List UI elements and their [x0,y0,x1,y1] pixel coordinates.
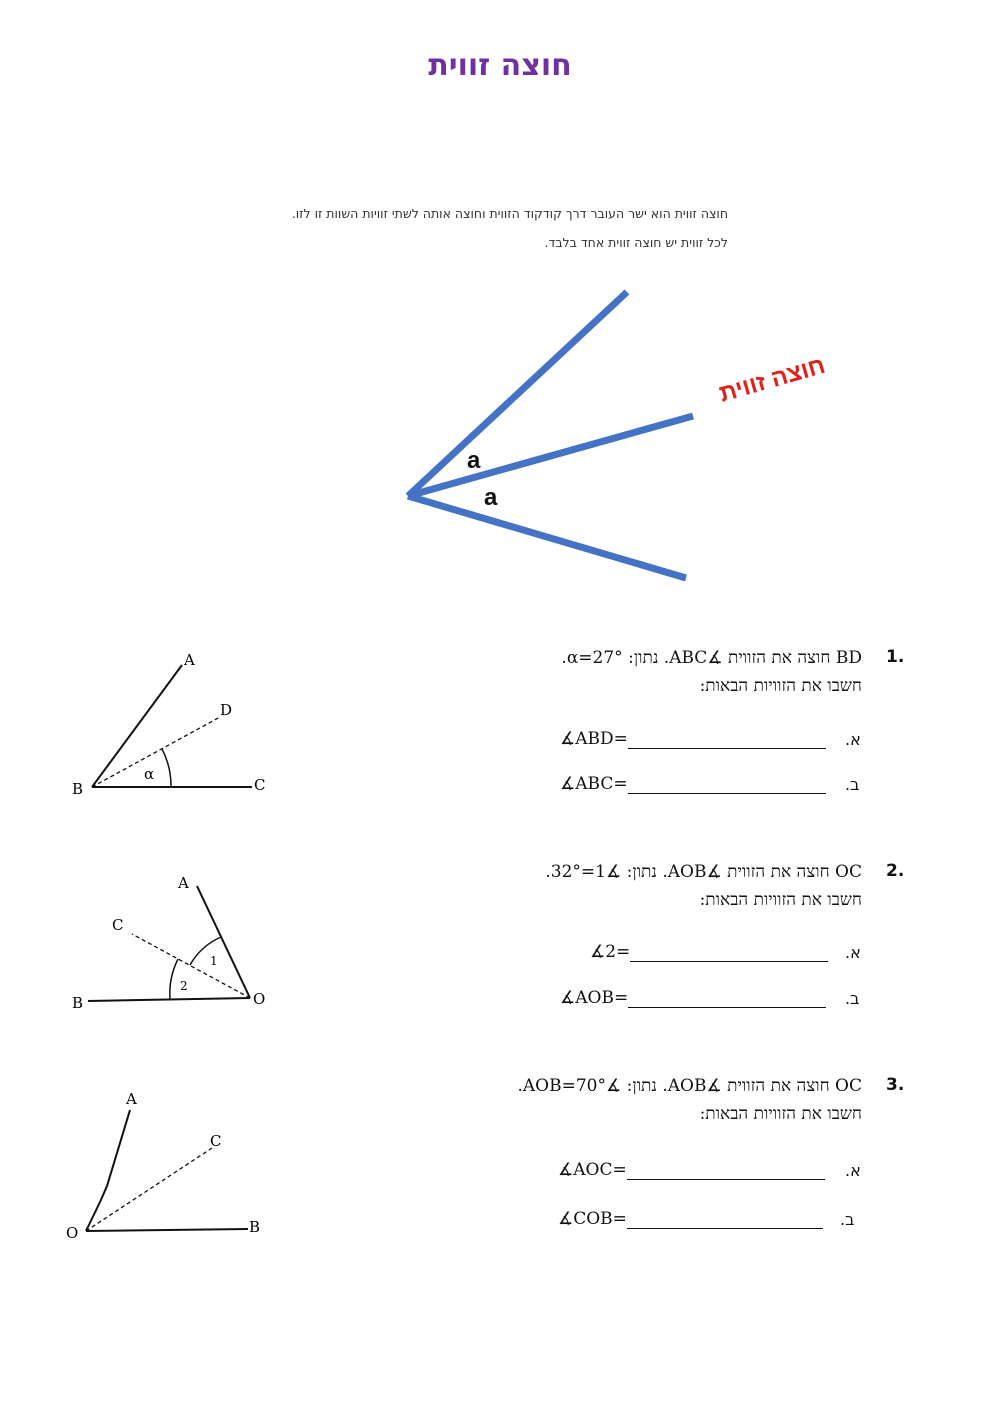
label-A: A [178,874,189,892]
answer-letter: ב. [845,989,860,1008]
angle-label-top: a [467,447,481,474]
answer-expression: ∡2= [590,942,631,962]
page-title: חוצה זווית [428,48,572,83]
question-2-instruction: חשבו את הזוויות הבאות: [699,890,862,910]
question-2-figure [60,862,280,1022]
question-1-answer-a [560,729,826,749]
question-2-statement: OC חוצה את הזווית ∡AOB. נתון: ∡1=32°. [545,862,862,882]
question-3-statement: OC חוצה את הזווית ∡AOB. נתון: ∡AOB=70°. [517,1076,862,1096]
ray-OA [197,886,250,998]
ray-OC [132,934,250,998]
label-C: C [254,776,266,794]
label-A: A [126,1090,137,1108]
answer-expression: ∡ABC= [560,774,628,794]
label-angle-1: 1 [210,954,218,968]
label-O: O [66,1224,79,1242]
intro-definition: חוצה זווית הוא ישר העובר דרך קודקוד הזווית וחוצה אותה לשתי זוויות השוות זו לזו. [291,206,728,221]
question-1-instruction: חשבו את הזוויות הבאות: [699,676,862,696]
question-1-answer-b [560,774,826,794]
label-A: A [184,651,195,669]
question-3-number: 3. [886,1075,905,1095]
ray-OA [86,1110,130,1231]
ray-OB [86,1229,248,1231]
question-1-number: 1. [886,647,905,667]
answer-letter: א. [845,730,861,749]
answer-expression: ∡AOC= [558,1160,627,1180]
ray-BD [92,717,220,787]
question-3-figure [60,1080,280,1250]
answer-expression: ∡ABD= [560,729,628,749]
label-O: O [253,990,266,1008]
intro-uniqueness: לכל זווית יש חוצה זווית אחד בלבד. [544,235,728,250]
label-alpha: α [144,765,155,783]
answer-expression: ∡COB= [558,1209,627,1229]
angle-label-bottom: a [484,484,498,511]
answer-blank[interactable] [628,777,826,794]
label-B: B [72,780,84,798]
lower-ray [408,496,686,578]
answer-letter: א. [845,943,861,962]
label-D: D [220,701,233,719]
question-3-answer-a [558,1160,825,1180]
angle-arc-2 [170,959,178,999]
question-3-instruction: חשבו את הזוויות הבאות: [699,1104,862,1124]
label-angle-2: 2 [180,979,188,993]
label-B: B [249,1218,261,1236]
answer-letter: ב. [840,1210,855,1229]
bisector-label: חוצה זווית [716,351,829,408]
question-1-statement: BD חוצה את הזווית ∡ABC. נתון: α=27°. [561,648,862,668]
question-3-answer-b [558,1209,823,1229]
angle-arc [162,749,171,787]
answer-expression: ∡AOB= [560,988,629,1008]
question-2-answer-b [560,988,826,1008]
question-2-answer-a [590,942,828,962]
answer-letter: א. [845,1161,861,1180]
ray-OB [88,998,250,1001]
label-B: B [72,994,84,1012]
answer-blank[interactable] [630,945,828,962]
bisector-diagram [380,280,829,590]
answer-blank[interactable] [627,1212,823,1229]
label-C: C [210,1132,222,1150]
answer-blank[interactable] [628,732,826,749]
label-C: C [112,916,124,934]
question-2-number: 2. [886,861,905,881]
answer-letter: ב. [845,775,860,794]
question-1-figure [60,645,280,805]
answer-blank[interactable] [627,1163,825,1180]
answer-blank[interactable] [628,991,826,1008]
